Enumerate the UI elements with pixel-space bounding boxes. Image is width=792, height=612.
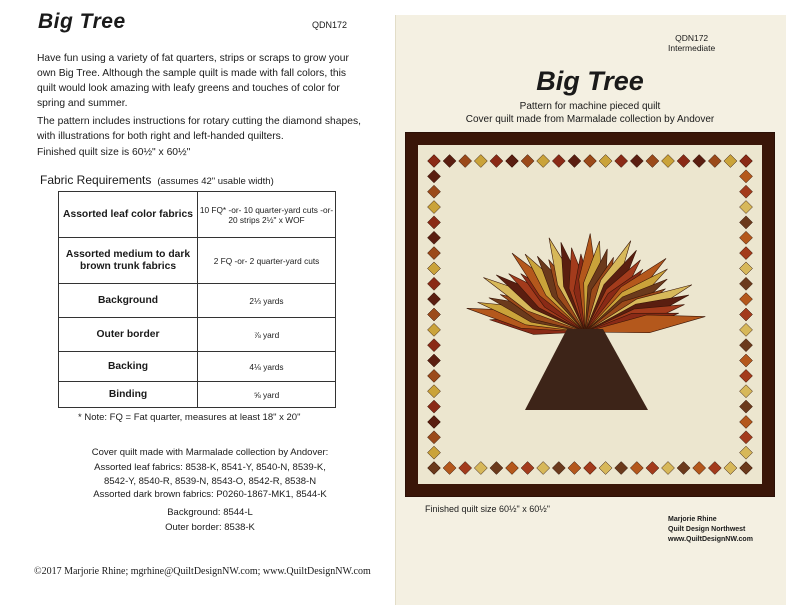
intro-paragraph: Have fun using a variety of fat quarters, strips or scraps to grow your own Big Tree. Although the sample quilt is made with fall colors, this quilt would look amazing with leafy greens and touches of color for spring and summer. [37,53,349,109]
cover-finished-size: Finished quilt size 60½" x 60½" [425,504,550,514]
requirement-label: Assorted medium to dark brown trunk fabrics [59,238,198,284]
table-row [59,352,336,382]
credits-trunk-fabrics: Assorted dark brown fabrics: P0260-1867-MK1, 8544-K [93,489,327,500]
cover-subtitle: Pattern for machine pieced quilt [519,101,661,112]
requirement-value: 4⅛ yards [198,352,336,382]
page-title: Big Tree [38,10,126,33]
table-row [59,192,336,238]
credits-line: 8542-Y, 8540-R, 8539-N, 8543-O, 8542-R, 8538-N [103,476,317,487]
finished-size-text: Finished quilt size is 60½" x 60½" [37,147,191,158]
requirement-value: 2⅓ yards [198,284,336,318]
quilt-image [405,132,775,497]
requirement-value: 10 FQ* -or- 10 quarter-yard cuts -or- 20 strips 2½" x WOF [198,192,336,238]
designer-company: Quilt Design Northwest [668,526,746,533]
designer-info [668,515,753,545]
cover-title: Big Tree [536,66,644,96]
credits-line: Cover quilt made with Marmalade collection by Andover: [91,447,329,458]
table-row [59,284,336,318]
requirement-value: ⅝ yard [198,382,336,408]
cover-code [668,33,715,53]
cover-pattern-code: QDN172 [675,33,709,43]
designer-url: www.QuiltDesignNW.com [668,536,753,543]
table-row [59,238,336,284]
skill-level: Intermediate [668,43,716,53]
cover-collection-line: Cover quilt made from Marmalade collection by Andover [465,114,715,125]
requirement-label: Binding [59,382,198,408]
credits-outer-border: Outer border: 8538-K [165,522,255,533]
requirement-value: 2 FQ -or- 2 quarter-yard cuts [198,238,336,284]
instructions-paragraph: The pattern includes instructions for rotary cutting the diamond shapes, with illustrations for both right and left-handed quilters. [37,116,361,142]
requirement-label: Background [59,284,198,318]
requirement-value: ⅞ yard [198,318,336,352]
requirement-label: Outer border [59,318,198,352]
copyright-notice: ©2017 Marjorie Rhine; mgrhine@QuiltDesignNW.com; www.QuiltDesignNW.com [34,566,371,577]
requirement-label: Assorted leaf color fabrics [59,192,198,238]
table-row [59,318,336,352]
credits-line: Assorted leaf fabrics: 8538-K, 8541-Y, 8540-N, 8539-K, [94,461,326,473]
credits-fabric-lines [30,446,390,490]
fabric-requirements-table [58,191,336,408]
pattern-code: QDN172 [312,20,348,30]
credits-background: Background: 8544-L [167,507,253,518]
table-row [59,382,336,408]
requirement-label: Backing [59,352,198,382]
designer-name: Marjorie Rhine [668,516,717,523]
fq-footnote: * Note: FQ = Fat quarter, measures at least 18" x 20" [78,412,301,423]
requirements-title: Fabric Requirements [40,173,152,187]
fabric-requirements-heading [40,173,274,187]
requirements-note: (assumes 42" usable width) [157,176,274,187]
